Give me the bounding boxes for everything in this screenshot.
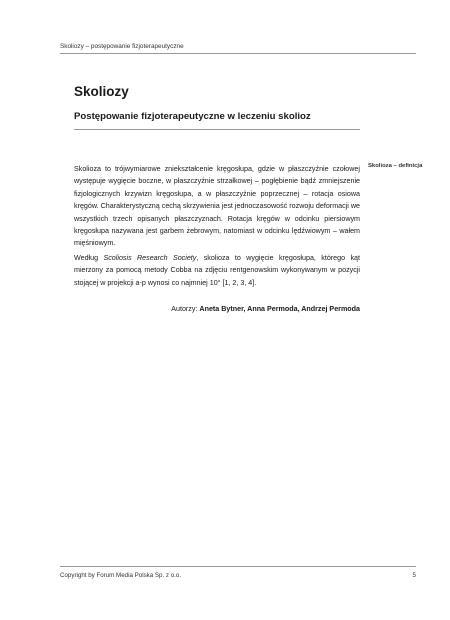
author-line: [74, 305, 360, 313]
footer-copyright: Copyright by Forum Media Polska Sp. z o.o.: [60, 572, 182, 579]
author-names: Aneta Bytner, Anna Permoda, Andrzej Permoda: [199, 305, 360, 313]
srs-intro-text: Według: [74, 254, 104, 262]
article-subtitle: Postępowanie fizjoterapeutyczne w leczeniu skolioz: [74, 111, 311, 122]
margin-note: Skolioza – definicja: [368, 163, 423, 169]
chapter-title: Skoliozy: [74, 84, 129, 99]
page-number: 5: [412, 572, 416, 579]
authors-label: Autorzy:: [171, 305, 200, 313]
header-divider: [60, 53, 416, 54]
running-header: Skoliozy – postępowanie fizjoterapeutyczne: [60, 43, 184, 50]
srs-source-name: Scoliosis Research Society: [103, 254, 197, 262]
srs-definition-paragraph: [74, 252, 360, 289]
subtitle-divider: [74, 129, 360, 130]
definition-paragraph: Skolioza to trójwymiarowe zniekształcenie kręgosłupa, gdzie w płaszczyźnie czołowej występuje wygięcie boczne, w płaszczyźnie strzałkowej – pogłębienie bądź zmniejszenie fizjologicznych krzywizn kręgosłupa, a w płaszczyźnie poprzecznej – rotacja osiowa kręgów. Charakterystyczną cechą skrzywienia jest jednoczasowość rozwoju deformacji we wszystkich trzech opisanych płaszczyznach. Rotacja kręgów w odcinku piersiowym kręgosłupa nazywana jest garbem żebrowym, natomiast w odcinku lędźwiowym – wałem mięśniowym.: [74, 165, 360, 248]
footer-divider: [60, 566, 416, 567]
srs-rest-text: , skolioza to wygięcie kręgosłupa, którego kąt mierzony za pomocą metody Cobba na zdjęciu rentgenowskim wykonywanym w pozycji stojącej w projekcji a-p wynosi co najmniej 10° [1, 2, 3, 4].: [74, 254, 360, 287]
